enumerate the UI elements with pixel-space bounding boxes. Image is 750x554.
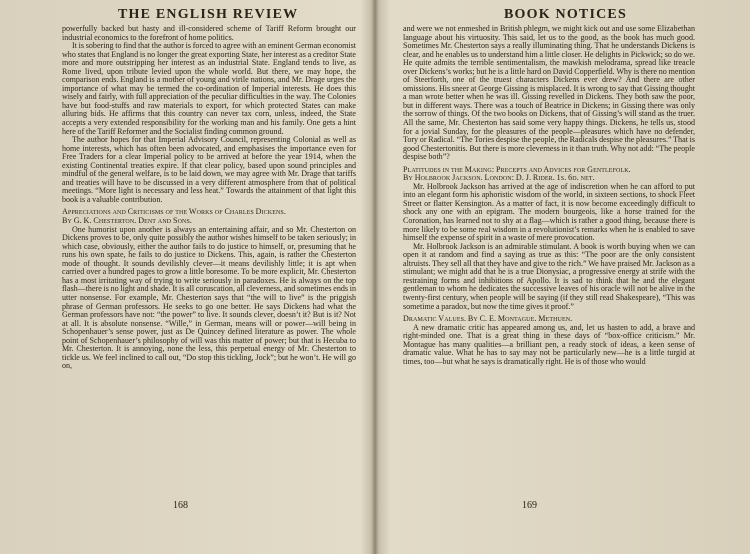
review-byline: By Holbrook Jackson. London: D. J. Rider. 1s. 6d. net.	[403, 173, 595, 183]
paragraph: A new dramatic critic has appeared among us, and, let us hasten to add, a brave and right-minded one. That is a great thing in these days of “box-office criticism.” Mr. Montague has many qualities—a brilliant pen, a ready stock of ideas, a keen sense of dramatic value. What he has to say may not be particularly new—he is a little turgid at times, too—but what he says is dramatically right. He is of those who would	[403, 322, 695, 366]
review-title: Dramatic Values.	[403, 314, 467, 324]
page-number: 169	[522, 500, 537, 511]
right-page	[377, 0, 750, 554]
paragraph: The author hopes for that Imperial Advisory Council, representing Colonial as well as home interests, which has often been advocated, and emphasises the importance even for Free Traders for a clear Imperial policy to be arrived at before the year 1914, when the existing Continental treaties expire. If that clear policy, based upon sound principles and mindful of the general welfare, is to be laid down, we may agree with Mr. Drage that tariffs and treaties will have to be discussed in a very different atmosphere from that of political meetings. “More light is necessary and less heat.” Towards the attainment of that light this book is a valuable contribution.	[62, 135, 356, 204]
running-header: THE ENGLISH REVIEW	[118, 7, 299, 22]
review-title: Platitudes in the Making: Precepts and Advices for Gentlefolk.	[403, 164, 631, 174]
review-byline: By G. K. Chesterton. Dent and Sons.	[62, 216, 192, 226]
running-header: BOOK NOTICES	[504, 7, 627, 22]
page-body	[403, 25, 695, 366]
paragraph: It is sobering to find that the author is forced to agree with an eminent German economist who states that England is no longer the great exporting State, her interest as a creditor State more and more outstripping her interest as an industrial State. England tends to live, as Rome lived, upon tribute levied upon the whole world. But there, we may hope, the comparison ends. England is a mother of young and virile nations, and Mr. Drage urges the importance of what may be termed the co-ordination of Imperial interests. He does this wisely and fairly, with full appreciation of the peculiar difficulties in the way. The Colonies have but food-stuffs and raw materials to export, for which protected States can make alluring bids. He affirms that this country can never tax corn, unless, indeed, the State accepts a very extended responsibility for the working man and his family. One gets a hint here of the Tariff Reformer and the Socialist finding common ground.	[62, 41, 356, 136]
page-body	[62, 25, 356, 371]
paragraph: Mr. Holbrook Jackson is an admirable stimulant. A book is worth buying when we can open it at random and find a saying as true as this: “The poor are the only consistent altruists. They sell all that they have and give to the rich.” We have praised Mr. Jackson as a stimulant; we might add that he is a true Dionysiac, a progressive energy at strife with the restraining forms and inhibitions of Apollo. It is sad to think that he and the elegant gentleman to whom he dedicates the successive leaves of his oracle will not be alive in the twenty-first century, when people will be saying (if they still read Shakespeare), “This was sometime a paradox, but now the time gives it proof.”	[403, 241, 695, 311]
page-number: 168	[173, 500, 188, 511]
review-byline: By C. E. Montague. Methuen.	[467, 314, 573, 324]
paragraph: and were we not enmeshed in British phlegm, we might kick out and use some Elizabethan language about his virtuosity. This said, let us to the good, as the book has much good. Sometimes Mr. Chesterton says a really illuminating thing. That he understands Dickens is clear, and he enables us to understand him a little closer. He delights in Pickwick; so do we. He quite admits the terrible sentimentalism, the mawkish melodrama, spread like treacle over Dickens’s works; but he is a little hard on David Copperfield. Why is there no mention of Steerforth, one of the truest characters Dickens ever drew? And there are other omissions. His sneer at George Gissing is misplaced. It is wrong to say that Gissing thought a man wrote better when he was ill. Gissing revelled in Dickens. They both saw the poor, but in different ways. There was a touch of Beatrice in Dickens; in Gissing there was only the sorrow of things. Of the two books on Dickens, that of Gissing’s will stand as the truer. All the same, Mr. Chesterton has said some very happy things. Dickens, he tells us, stood for a jovial Sunday, for the pleasures of the people—pleasures which have no defender, Tory or Radical. “The Tories despise the people, the Radicals despise the pleasures.” That is good Chestertonitis. But there is more cleverness in it than truth. Why not add: “The people despise both”?	[403, 24, 695, 162]
paragraph: powerfully backed but hasty and ill-considered scheme of Tariff Reform brought our industrial economics to the forefront of home politics.	[62, 24, 356, 42]
paragraph: One humorist upon another is always an entertaining affair, and so Mr. Chesterton on Dickens proves to be, only quite possibly the author wishes himself to be taken seriously; in which case, obviously, either the author fails to do justice to himself, or, presuming that he runs his own spate, he fails to do justice to Dickens. This, again, is rather the Chesterton mode of thought. It sounds devilishly clever—it means devilishly little; it is apt when carried over a hundred pages to grow a little boresome. To be more explicit, Mr. Chesterton has a most irritating way of trying to write seriously in paradoxes. He is always on the top flash—there is no light and shade. It is all coruscation, all cleverness, and sometimes ends in utter nonsense. For example, Mr. Chesterton says that “the will to live” is the priggish phrase of German professors. He seeks to go one better. He says Dickens had what the German professors have not: “the power” to live. It sounds clever, doesn’t it? But is it? Not at all. It is absolute nonsense. “Wille,” in German, means will or power—will being in Schopenhauer’s sense power, just as De Quincey defined literature as power. The whole point of Schopenhauer’s philosophy of will was this matter of power; but that is Hecuba to Mr. Chesterton. It is annoying, none the less, this perpetual energy of Mr. Chesterton to tickle us. We feel inclined to call out, “Do stop this tickling, Jock”; but he won’t. He will go on,	[62, 224, 356, 371]
left-page	[0, 0, 373, 554]
review-title: Appreciations and Criticisms of the Works of Charles Dickens.	[62, 207, 286, 217]
paragraph: Mr. Holbrook Jackson has arrived at the age of indiscretion when he can afford to put into an elegant form his aphoristic wisdom of the world, in sixteen sections, to shock Fleet Street or flatter Kensington. As a matter of fact, it is now become exceedingly difficult to shock any one with an epigram. The modern bourgeois, like a horse trained for the Coronation, has learned not to shy at a flag—which is rather a good thing, because there is more likely to be some real wisdom in a revolutionist’s remarks when he is enabled to save himself the expense of spirit in a waste of mere provocation.	[403, 181, 695, 243]
